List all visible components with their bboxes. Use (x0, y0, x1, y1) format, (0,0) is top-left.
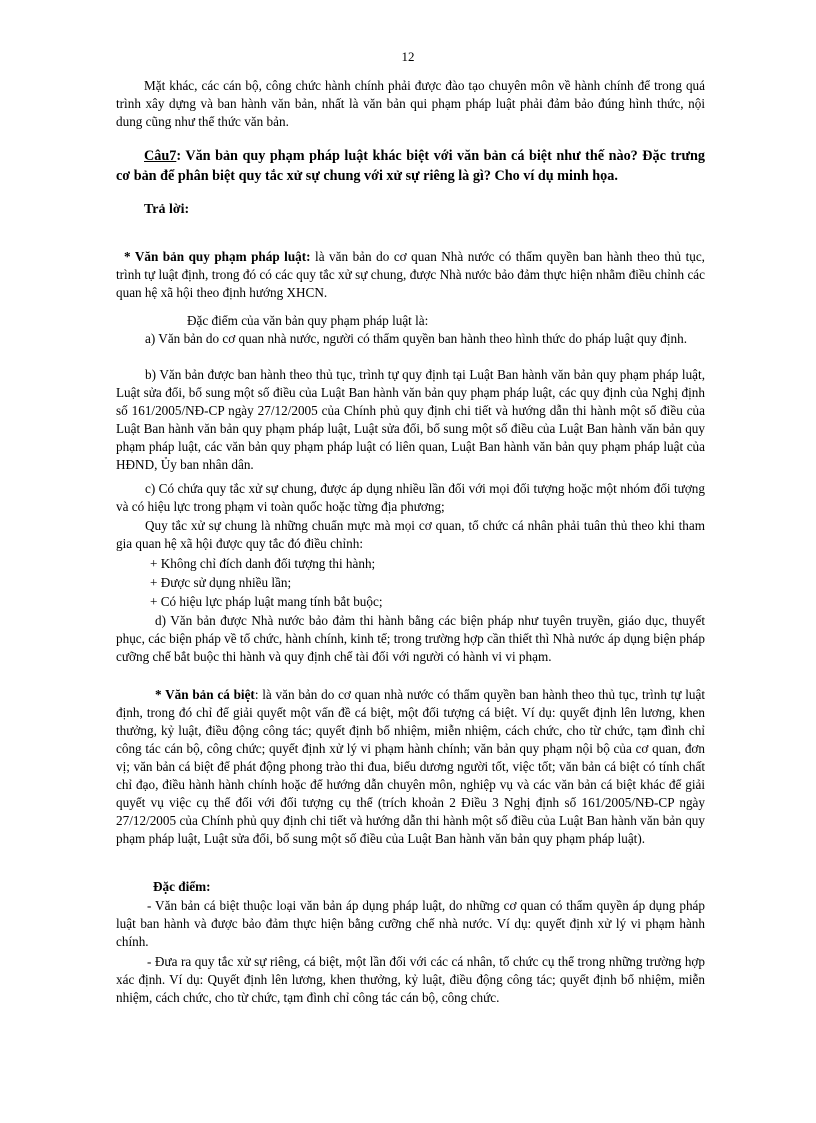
qppl-feature-a: a) Văn bản do cơ quan nhà nước, người có thẩm quyền ban hành theo hình thức do pháp luật quy định. (145, 331, 688, 346)
intro-paragraph: Mặt khác, các cán bộ, công chức hành chính phải được đào tạo chuyên môn về hành chính để trong quá trình xây dựng và ban hành văn bản, nhất là văn bản qui phạm pháp luật phải đảm bảo đúng hình thức, nội dung cũng như thể thức văn bản. (116, 78, 705, 129)
cabiet-definition-text: : là văn bản do cơ quan nhà nước có thẩm quyền ban hành theo thủ tục, trình tự luật định, trong đó chỉ để giải quyết một vấn đề cá biệt, một đối tượng cá biệt. Ví dụ: quyết định lên lương, khen thưởng, kỷ luật, điều động công tác; quyết định bổ nhiệm, miễn nhiệm, cách chức, cho từ chức, tạm đình chỉ công tác cán bộ, công chức; quyết định xử lý vi phạm hành chính; văn bản quy phạm nội bộ của cơ quan, đơn vị; văn bản cá biệt để phát động phong trào thi đua, biểu dương người tốt, việc tốt; văn bản cá biệt có tính chất chỉ đạo, điều hành hành chính hoặc để hướng dẫn chuyên môn, nghiệp vụ và các văn bản cá biệt khác để giải quyết vụ việc cụ thể đối với đối tượng cụ thể (trích khoản 2 Điều 3 Nghị định số 161/2005/NĐ-CP ngày 27/12/2005 của Chính phủ quy định chi tiết và hướng dẫn thi hành một số điều của Luật Ban hành văn bản quy phạm pháp luật, Luật sửa đổi, bổ sung một số điều của Luật Ban hành văn bản quy phạm pháp luật). (116, 687, 705, 846)
cabiet-feature-1: - Văn bản cá biệt thuộc loại văn bản áp dụng pháp luật, do những cơ quan có thẩm quyền áp dụng pháp luật ban hành và được bảo đảm thực hiện bằng cưỡng chế nhà nước. Ví dụ: quyết định xử lý vi phạm hành chính. (116, 898, 705, 949)
rule-intro: Quy tắc xử sự chung là những chuẩn mực mà mọi cơ quan, tổ chức cá nhân phải tuân thủ theo khi tham gia quan hệ xã hội được quy tắc đó điều chỉnh: (116, 518, 705, 551)
rule-bullet: + Được sử dụng nhiều lần; (150, 575, 292, 590)
answer-label: Trả lời: (144, 202, 190, 217)
qppl-term: * Văn bản quy phạm pháp luật: (124, 249, 311, 264)
qppl-feature-c: c) Có chứa quy tắc xử sự chung, được áp dụng nhiều lần đối với mọi đối tượng hoặc một nhóm đối tượng và có hiệu lực trong phạm vi toàn quốc hoặc từng địa phương; (116, 481, 705, 514)
cabiet-feature-2: - Đưa ra quy tắc xử sự riêng, cá biệt, một lần đối với các cá nhân, tổ chức cụ thể trong những trường hợp xác định. Ví dụ: Quyết định lên lương, khen thưởng, kỷ luật, điều động công tác; quyết định bổ nhiệm, miễn nhiệm, cách chức, cho từ chức, tạm đình chỉ công tác cán bộ, công chức. (116, 954, 705, 1005)
qppl-definition (116, 248, 705, 302)
question-text: : Văn bản quy phạm pháp luật khác biệt với văn bản cá biệt như thế nào? Đặc trưng cơ bản để phân biệt quy tắc xử sự chung với xử sự riêng là gì? Cho ví dụ minh họa. (116, 148, 705, 184)
qppl-feature-b: b) Văn bản được ban hành theo thủ tục, trình tự quy định tại Luật Ban hành văn bản quy phạm pháp luật, Luật sửa đổi, bổ sung một số điều của Luật Ban hành văn bản quy phạm pháp luật, các quy định của Nghị định số 161/2005/NĐ-CP ngày 27/12/2005 của Chính phủ quy định chi tiết và hướng dẫn thi hành một số điều của Luật Ban hành văn bản quy phạm pháp luật, Luật sửa đổi, bổ sung một số điều của Luật Ban hành văn bản quy phạm pháp luật, các văn bản quy phạm pháp luật có liên quan, Luật Ban hành văn bản quy phạm pháp luật của HĐND, Ủy ban nhân dân. (116, 367, 705, 472)
rule-bullet: + Có hiệu lực pháp luật mang tính bắt buộc; (150, 594, 383, 609)
cabiet-term: * Văn bản cá biệt (155, 687, 255, 702)
cabiet-definition (116, 686, 705, 848)
cabiet-features-heading: Đặc điểm: (153, 879, 211, 894)
question-label: Câu7 (144, 148, 177, 164)
page-number: 12 (401, 49, 415, 64)
qppl-feature-d: d) Văn bản được Nhà nước bảo đảm thi hành bằng các biện pháp như tuyên truyền, giáo dục, thuyết phục, các biện pháp về tổ chức, hành chính, kinh tế; trong trường hợp cần thiết thì Nhà nước áp dụng biện pháp cưỡng chế bắt buộc thi hành và quy định chế tài đối với người có hành vi vi phạm. (116, 613, 705, 664)
qppl-definition-text: là văn bản do cơ quan Nhà nước có thẩm quyền ban hành theo thủ tục, trình tự luật định, trong đó có các quy tắc xử sự chung, được Nhà nước bảo đảm thực hiện nhằm điều chỉnh các quan hệ xã hội theo định hướng XHCN. (116, 249, 705, 300)
rule-bullet: + Không chỉ đích danh đối tượng thi hành; (150, 556, 376, 571)
question-heading (116, 146, 705, 186)
qppl-features-heading: Đặc điểm của văn bản quy phạm pháp luật là: (187, 313, 429, 328)
